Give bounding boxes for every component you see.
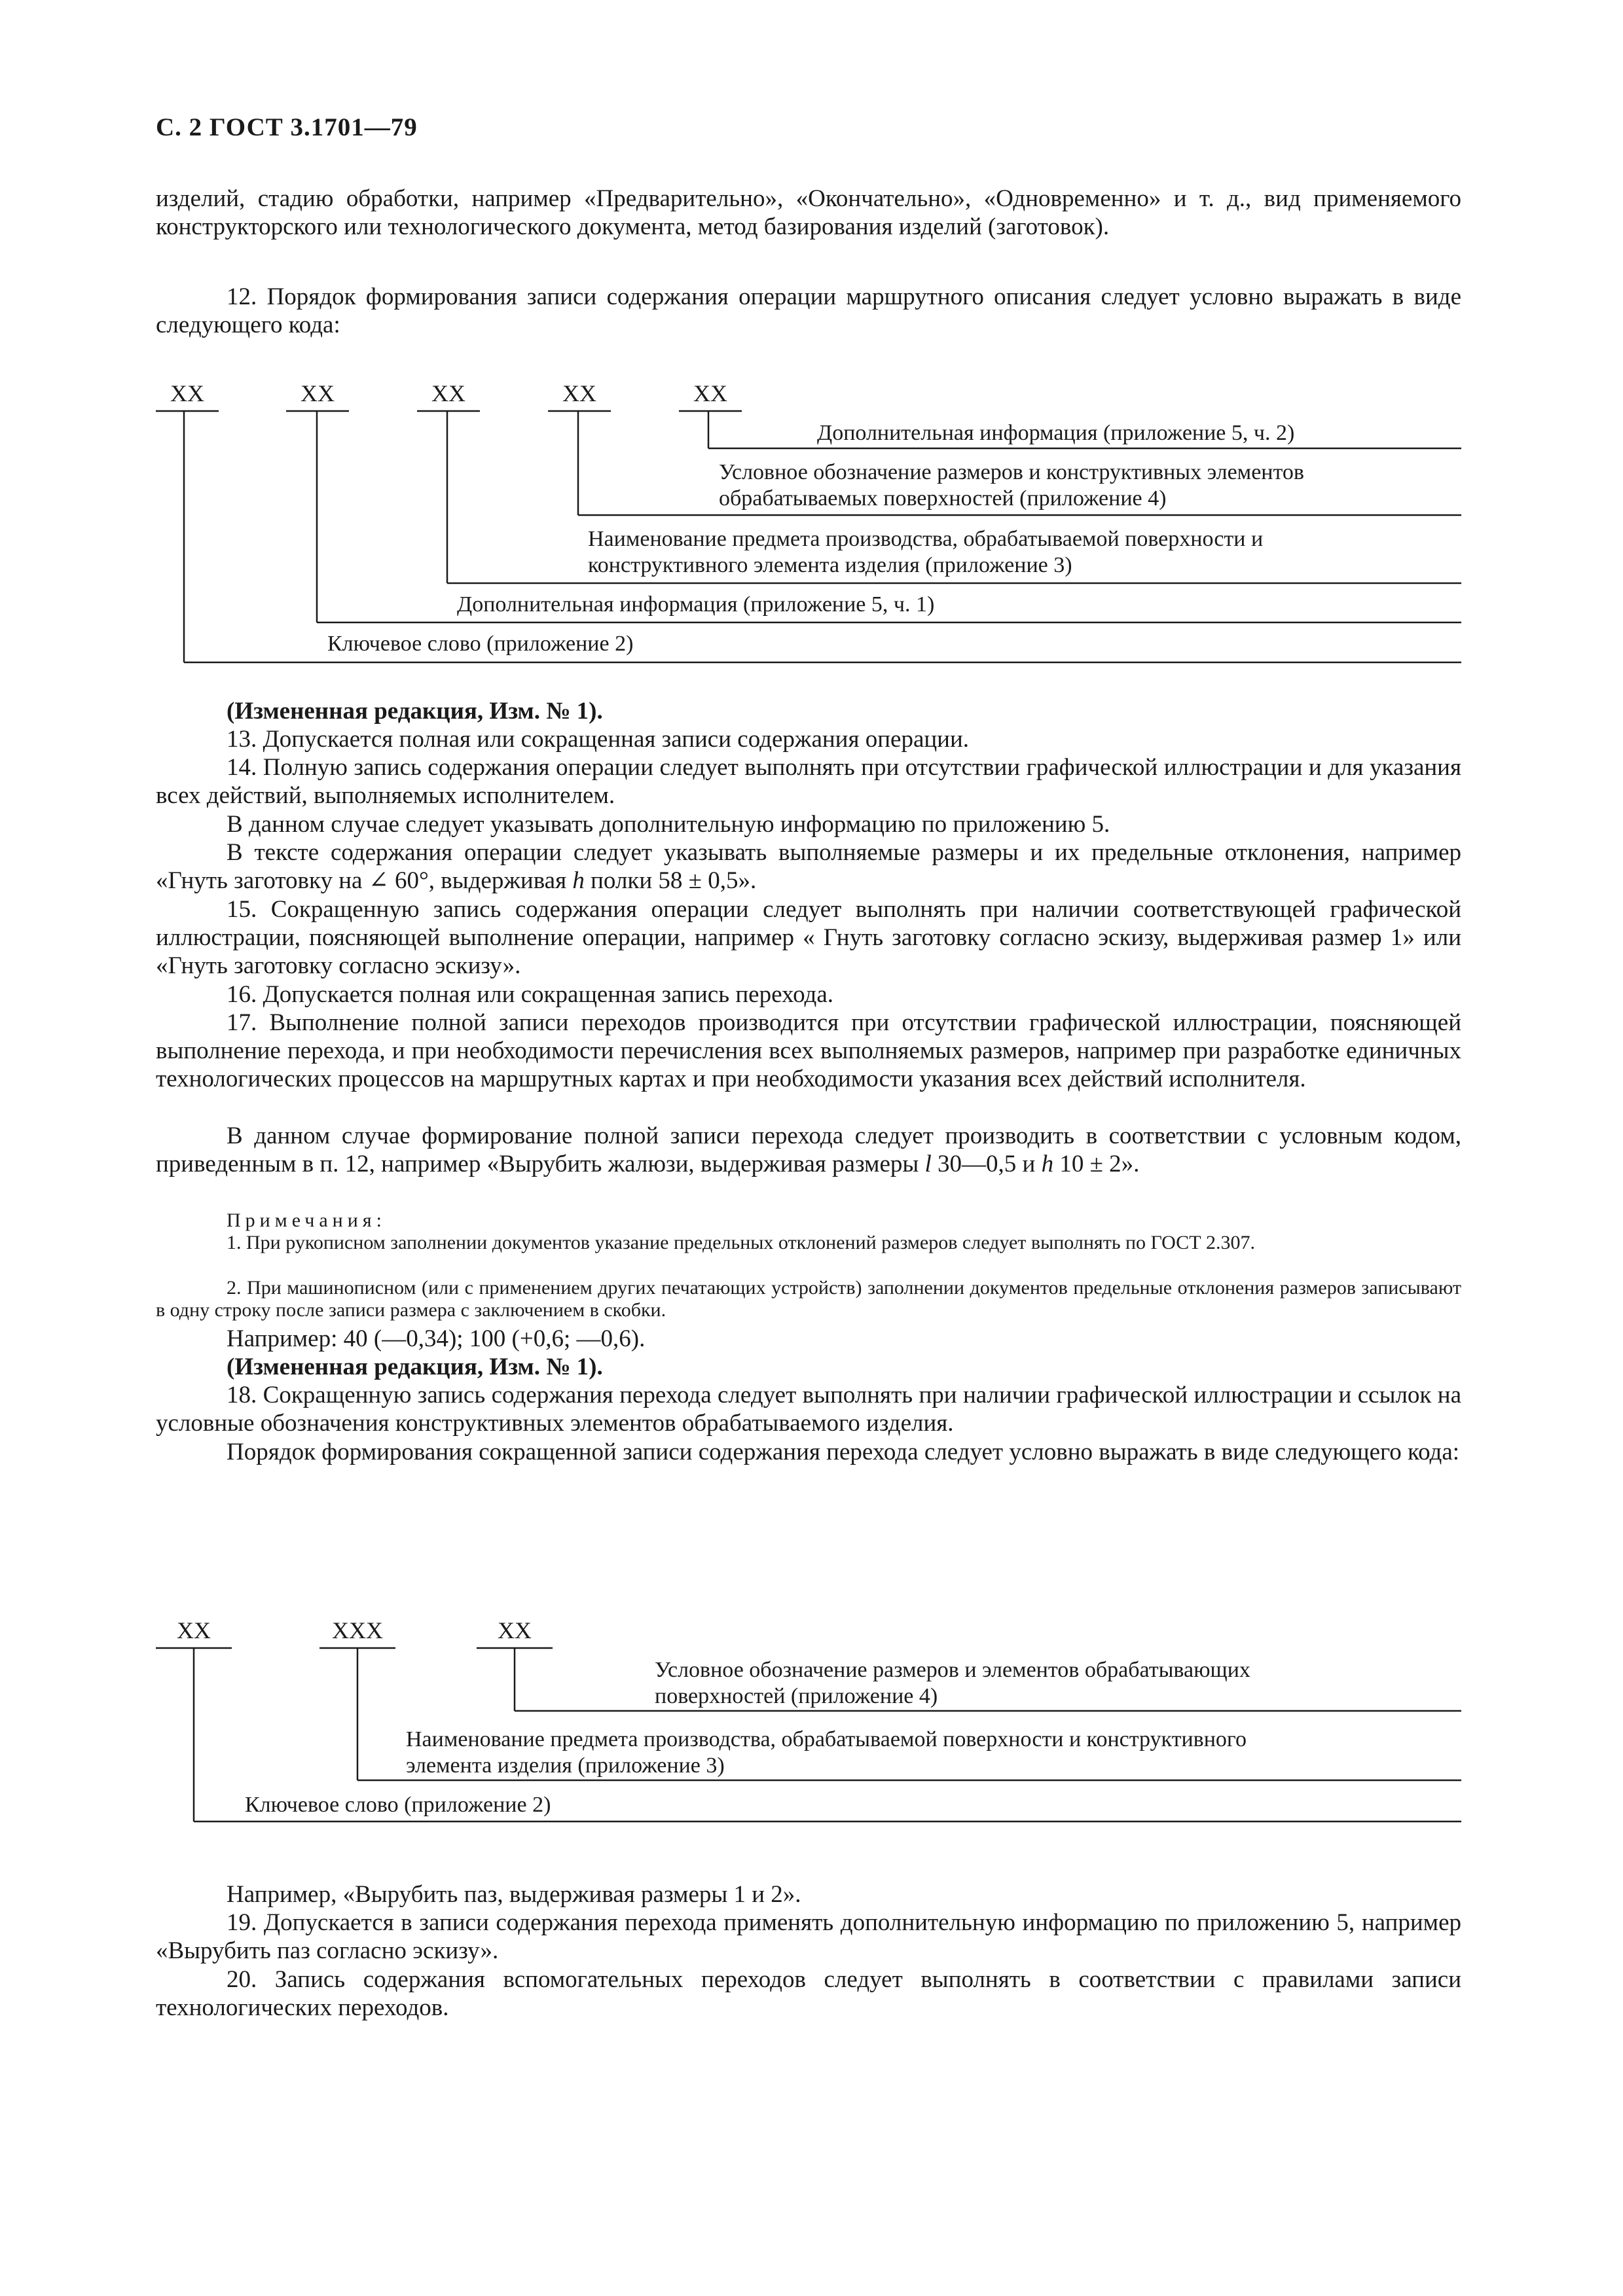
code2-field-1: XX (177, 1617, 211, 1643)
paragraph-18: 18. Сокращенную запись содержания перехода следует выполнять при наличии графической иллюстрации и ссылок на условные обозначения конструктивных элементов обрабатываемого изделия. (156, 1382, 1461, 1437)
paragraph-17b-text-2: 30—0,5 и (931, 1151, 1042, 1177)
paragraph-18b: Порядок формирования сокращенной записи содержания перехода следует условно выражать в виде следующего кода: (227, 1439, 1460, 1465)
amendment-note-1: (Измененная редакция, Изм. № 1). (227, 698, 603, 725)
diagram2-label-object-line1: Наименование предмета производства, обрабатываемой поверхности и конструктивного (406, 1727, 1247, 1751)
diagram1-label-object-line1: Наименование предмета производства, обрабатываемой поверхности и (588, 527, 1264, 551)
code2-field-3: XX (498, 1617, 532, 1643)
paragraph-20: 20. Запись содержания вспомогательных переходов следует выполнять в соответствии с правилами записи технологических переходов. (156, 1966, 1461, 2021)
paragraph-16: 16. Допускается полная или сокращенная запись перехода. (227, 981, 834, 1008)
example-deviations: Например: 40 (—0,34); 100 (+0,6; —0,6). (227, 1325, 646, 1352)
page-header: С. 2 ГОСТ 3.1701—79 (156, 113, 418, 141)
paragraph-13: 13. Допускается полная или сокращенная записи содержания операции. (227, 726, 970, 753)
diagram1-label-additional-info-2: Дополнительная информация (приложение 5, ч. 2) (817, 421, 1295, 445)
paragraph-17b (156, 1122, 1461, 1178)
diagram1-label-dimensions-line2: обрабатываемых поверхностей (приложение 4) (719, 486, 1167, 511)
code-field-5: XX (693, 380, 727, 406)
diagram2-label-object-line2: элемента изделия (приложение 3) (406, 1753, 725, 1778)
symbol-h: h (1041, 1151, 1054, 1177)
paragraph-17b-text-3: 10 ± 2». (1053, 1151, 1140, 1177)
paragraph-19: 19. Допускается в записи содержания перехода применять дополнительную информацию по приложению 5, например «Вырубить паз согласно эскизу». (156, 1909, 1461, 1964)
paragraph-14b: В данном случае следует указывать дополнительную информацию по приложению 5. (227, 811, 1110, 838)
notes-title: Примечания: (227, 1210, 386, 1231)
diagram2-label-keyword: Ключевое слово (приложение 2) (245, 1793, 551, 1817)
code-field-2: XX (301, 380, 335, 406)
paragraph-14c-text-1: В тексте содержания операции следует указывать выполняемые размеры и их предельные отклонения, например «Гнуть заготовку на ∠ 60°, выдерживая (156, 839, 1461, 894)
diagram1-label-dimensions-line1: Условное обозначение размеров и конструктивных элементов (719, 460, 1304, 484)
code2-field-2: XXX (332, 1617, 383, 1643)
amendment-note-2: (Измененная редакция, Изм. № 1). (227, 1354, 603, 1380)
intro-paragraph: изделий, стадию обработки, например «Предварительно», «Окончательно», «Одновременно» и т. д., вид применяемого конструкторского или технологического документа, метод базирования изделий (заготовок). (156, 185, 1461, 240)
paragraph-17: 17. Выполнение полной записи переходов производится при отсутствии графической иллюстрации, поясняющей выполнение перехода, и при необходимости перечисления всех выполняемых размеров, например при разработке единичных технологических процессов на маршрутных картах и при необходимости указания всех действий исполнителя. (156, 1009, 1461, 1092)
paragraph-15: 15. Сокращенную запись содержания операции следует выполнять при наличии соответствующей графической иллюстрации, поясняющей выполнение операции, например « Гнуть заготовку согласно эскизу, выдерживая размер 1» или «Гнуть заготовку согласно эскизу». (156, 896, 1461, 979)
paragraph-14c-text-2: полки 58 ± 0,5». (584, 867, 757, 894)
diagram1-label-additional-info-1: Дополнительная информация (приложение 5, ч. 1) (457, 592, 935, 617)
paragraph-17b-text-1: В данном случае формирование полной записи перехода следует производить в соответствии с условным кодом, приведенным в п. 12, например «Вырубить жалюзи, выдерживая размеры (156, 1122, 1461, 1177)
note-1: 1. При рукописном заполнении документов указание предельных отклонений размеров следует выполнять по ГОСТ 2.307. (227, 1232, 1256, 1253)
symbol-h: h (572, 867, 585, 894)
paragraph-12: 12. Порядок формирования записи содержания операции маршрутного описания следует условно выражать в виде следующего кода: (156, 283, 1461, 338)
paragraph-14: 14. Полную запись содержания операции следует выполнять при отсутствии графической иллюстрации и для указания всех действий, выполняемых исполнителем. (156, 754, 1461, 809)
symbol-l: l (924, 1151, 932, 1177)
note-2: 2. При машинописном (или с применением других печатающих устройств) заполнении документов предельные отклонения размеров записывают в одну строку после записи размера с заключением в скобки. (156, 1277, 1461, 1321)
code-field-3: XX (431, 380, 465, 406)
example-short-record: Например, «Вырубить паз, выдерживая размеры 1 и 2». (227, 1881, 801, 1908)
diagram1-label-keyword: Ключевое слово (приложение 2) (327, 632, 634, 656)
code-field-4: XX (562, 380, 596, 406)
code-field-1: XX (170, 380, 204, 406)
diagram2-label-dimensions-line2: поверхностей (приложение 4) (655, 1684, 938, 1708)
diagram1-label-object-line2: конструктивного элемента изделия (приложение 3) (588, 553, 1072, 577)
diagram2-label-dimensions-line1: Условное обозначение размеров и элементов обрабатывающих (655, 1658, 1250, 1682)
paragraph-14c (156, 838, 1461, 895)
